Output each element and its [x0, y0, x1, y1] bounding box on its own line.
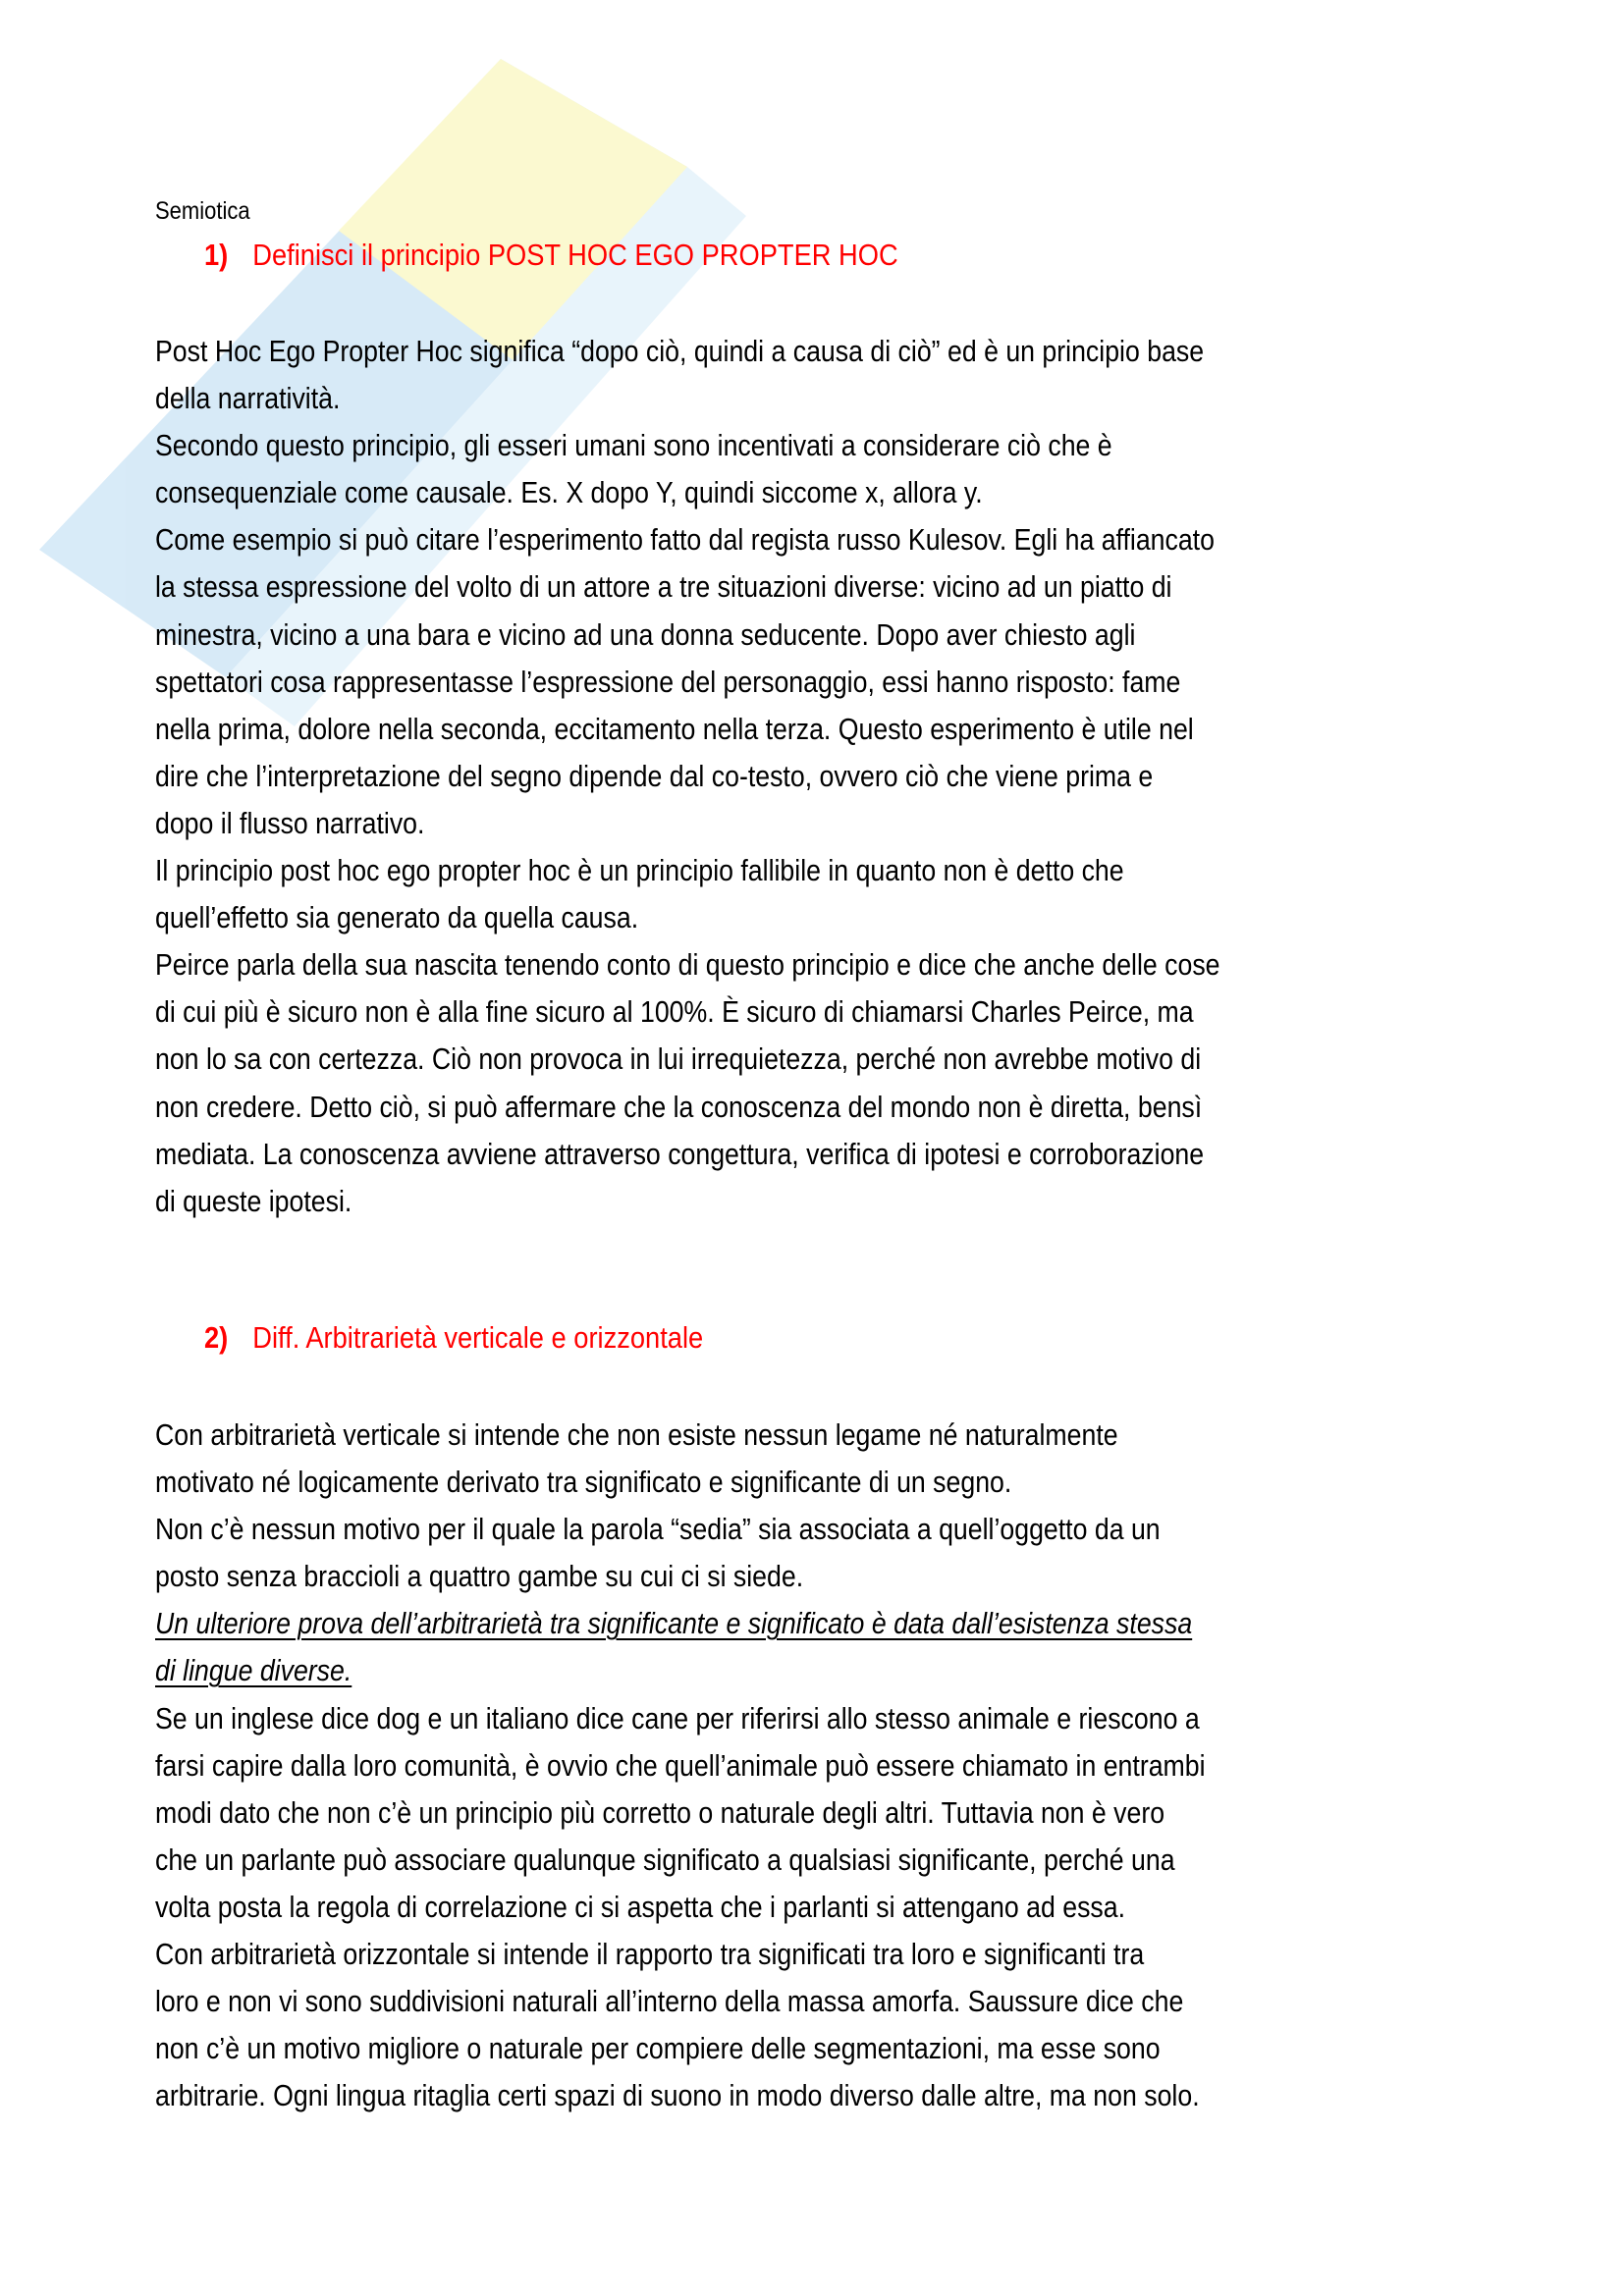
text-line: Post Hoc Ego Propter Hoc significa “dopo ciò, quindi a causa di ciò” ed è un principio base [155, 335, 1205, 368]
text-line: farsi capire dalla loro comunità, è ovvio che quell’animale può essere chiamato in entrambi [155, 1748, 1206, 1783]
section-2-heading [204, 1320, 703, 1356]
text-line: motivato né logicamente derivato tra significato e significante di un segno. [155, 1466, 1012, 1500]
section-1-number: 1) [204, 238, 229, 272]
text-line: minestra, vicino a una bara e vicino ad una donna seducente. Dopo aver chiesto agli [155, 617, 1136, 652]
text-line: Un ulteriore prova dell’arbitrarietà tra significante e significato è data dall’esistenza stessa [155, 1607, 1193, 1641]
text-line: Secondo questo principio, gli esseri umani sono incentivati a considerare ciò che è [155, 429, 1112, 463]
text-line: arbitrarie. Ogni lingua ritaglia certi spazi di suono in modo diverso dalle altre, ma non solo. [155, 2079, 1200, 2113]
text-line: non lo sa con certezza. Ciò non provoca in lui irrequietezza, perché non avrebbe motivo di [155, 1042, 1202, 1077]
text-line: loro e non vi sono suddivisioni naturali all’interno della massa amorfa. Saussure dice che [155, 1985, 1184, 2019]
text-line: dire che l’interpretazione del segno dipende dal co-testo, ovvero ciò che viene prima e [155, 759, 1154, 793]
text-line: che un parlante può associare qualunque significato a qualsiasi significante, perché una [155, 1842, 1175, 1877]
text-line: Come esempio si può citare l’esperimento fatto dal regista russo Kulesov. Egli ha affiancato [155, 523, 1215, 558]
text-line: Se un inglese dice dog e un italiano dice cane per riferirsi allo stesso animale e riescono a [155, 1701, 1200, 1735]
section-2-body [155, 1412, 1355, 2119]
text-line: non c’è un motivo migliore o naturale per compiere delle segmentazioni, ma esse sono [155, 2032, 1161, 2066]
text-line: della narratività. [155, 382, 341, 416]
text-line: Il principio post hoc ego propter hoc è un principio fallibile in quanto non è detto che [155, 854, 1124, 888]
section-1-heading [204, 238, 898, 273]
text-line: non credere. Detto ciò, si può affermare che la conoscenza del mondo non è diretta, bensì [155, 1090, 1203, 1124]
section-1-heading-text: Definisci il principio POST HOC EGO PROPTER HOC [252, 238, 898, 272]
section-2-number: 2) [204, 1320, 229, 1355]
text-line: di cui più è sicuro non è alla fine sicuro al 100%. È sicuro di chiamarsi Charles Peirce, ma [155, 995, 1194, 1030]
text-line: la stessa espressione del volto di un attore a tre situazioni diverse: vicino ad un piatto di [155, 570, 1172, 605]
text-line: Con arbitrarietà verticale si intende che non esiste nessun legame né naturalmente [155, 1418, 1118, 1452]
section-1-body [155, 328, 1372, 1225]
text-line: modi dato che non c’è un principio più corretto o naturale degli altri. Tuttavia non è vero [155, 1795, 1165, 1830]
text-line: volta posta la regola di correlazione ci si aspetta che i parlanti si attengano ad essa. [155, 1890, 1126, 1924]
text-line: consequenziale come causale. Es. X dopo Y, quindi siccome x, allora y. [155, 476, 983, 510]
text-line: quell’effetto sia generato da quella causa. [155, 901, 639, 935]
text-line: mediata. La conoscenza avviene attraverso congettura, verifica di ipotesi e corroborazione [155, 1137, 1205, 1171]
text-line: dopo il flusso narrativo. [155, 806, 425, 840]
text-line: di queste ipotesi. [155, 1184, 352, 1218]
text-line: Peirce parla della sua nascita tenendo conto di questo principio e dice che anche delle cose [155, 948, 1220, 983]
text-line: posto senza braccioli a quattro gambe su cui ci si siede. [155, 1560, 804, 1594]
document-title: Semiotica [155, 197, 250, 225]
section-2-heading-text: Diff. Arbitrarietà verticale e orizzontale [252, 1320, 704, 1355]
text-line: di lingue diverse. [155, 1654, 352, 1688]
text-line: nella prima, dolore nella seconda, eccitamento nella terza. Questo esperimento è utile nel [155, 712, 1194, 746]
text-line: spettatori cosa rappresentasse l’espressione del personaggio, essi hanno risposto: fame [155, 665, 1181, 699]
text-line: Non c’è nessun motivo per il quale la parola “sedia” sia associata a quell’oggetto da un [155, 1513, 1161, 1547]
text-line: Con arbitrarietà orizzontale si intende il rapporto tra significati tra loro e significanti tra [155, 1938, 1145, 1972]
